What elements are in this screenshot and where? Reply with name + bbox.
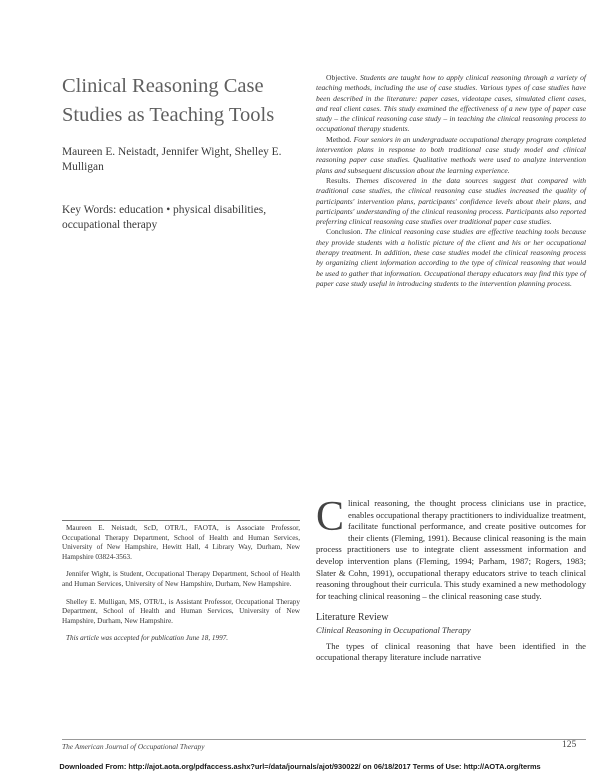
page-number: 125 xyxy=(562,740,577,750)
article-body xyxy=(316,494,586,664)
subsection-heading: Clinical Reasoning in Occupational Therapy xyxy=(316,624,471,635)
conclusion-text: The clinical reasoning case studies are effective teaching tools because they provide students with a holistic picture of the client and his or her occupational therapy treatment. In addition, these case studies model the clinical reasoning process by organizing client information according to the type of clinical reasoning that would be used to gather that information. Occupational therapy educators may find this type of paper case study useful in introducing students to the intervention planning process. xyxy=(316,227,586,288)
section-heading: Literature Review xyxy=(316,612,389,624)
intro-paragraph xyxy=(316,494,586,602)
footer-divider xyxy=(62,739,586,740)
affiliation-divider xyxy=(62,520,300,521)
affiliation-neistadt: Maureen E. Neistadt, ScD, OTR/L, FAOTA, is Associate Professor, Occupational Therapy Department, School of Health and Human Services, University of New Hampshire, Hewitt Hall, 4 Library Way, Durham, New Hampshire 03824-3563. xyxy=(62,524,300,561)
drop-cap: C xyxy=(316,494,345,540)
abstract-method xyxy=(316,135,586,176)
key-words: Key Words: education • physical disabilities, occupational therapy xyxy=(62,204,267,231)
results-text: Themes discovered in the data sources suggest that compared with traditional case studies, the clinical reasoning case studies increased the quality of participants' intervention plans, participants' confidence levels about their plans, and participants' understanding of the clinical reasoning process. Participants also reported preferring clinical reasoning case studies over traditional paper case studies. xyxy=(316,175,586,227)
abstract xyxy=(316,73,586,289)
journal-name: The American Journal of Occupational Therapy xyxy=(62,742,205,751)
author-affiliations xyxy=(62,524,300,652)
affiliation-wight: Jennifer Wight, is Student, Occupational Therapy Department, School of Health and Human Services, University of New Hampshire, Durham, New Hampshire. xyxy=(62,570,300,588)
affiliation-mulligan: Shelley E. Mulligan, MS, OTR/L, is Assistant Professor, Occupational Therapy Department, School of Health and Human Services, University of New Hampshire, Durham, New Hampshire. xyxy=(62,597,300,625)
intro-text: linical reasoning, the thought process clinicians use in practice, enables occupational therapy practitioners to individualize treatment, facilitate functional performance, and create positive outcomes for their clients (Fleming, 1991). Because clinical reasoning is the main process practitioners use to integrate client assessment information and develop intervention plans (Fleming, 1994; Parham, 1987; Rogers, 1983; Slater & Cohn, 1991), occupational therapy educators strive to teach clinical reasoning throughout their curricula. This study examined a new methodology for teaching clinical reasoning – the clinical reasoning case study. xyxy=(316,498,586,601)
results-label: Results. xyxy=(326,175,351,185)
author-list: Maureen E. Neistadt, Jennifer Wight, Shelley E. Mulligan xyxy=(62,146,282,173)
abstract-conclusion xyxy=(316,227,586,289)
accepted-note: This article was accepted for publication June 18, 1997. xyxy=(66,634,229,643)
abstract-results xyxy=(316,176,586,227)
download-notice: Downloaded From: http://ajot.aota.org/pdfaccess.ashx?url=/data/journals/ajot/930022/ on 06/18/2017 Terms of Use: http://AOTA.org/terms xyxy=(59,762,541,771)
article-title: Clinical Reasoning Case Studies as Teaching Tools xyxy=(62,75,275,126)
objective-label: Objective. xyxy=(326,73,358,82)
objective-text: Students are taught how to apply clinical reasoning through a variety of teaching methods, including the use of case studies. Various types of case studies have been described in the literature: paper cases, videotape cases, simulated client cases, and real client cases. This study examined the effectiveness of a new type of paper case study – the clinical reasoning case study – in teaching the clinical reasoning process to occupational therapy students. xyxy=(316,73,586,134)
abstract-objective xyxy=(316,73,586,135)
section-paragraph: The types of clinical reasoning that have been identified in the occupational therapy literature include narrative xyxy=(316,640,586,663)
conclusion-label: Conclusion. xyxy=(326,227,363,237)
method-text: Four seniors in an undergraduate occupational therapy program completed intervention plans in response to both traditional case study model and clinical reasoning paper case studies. Qualitative methods were used to analyze intervention plans and subsequent discussion about the learning experience. xyxy=(316,134,586,175)
method-label: Method. xyxy=(326,134,352,144)
